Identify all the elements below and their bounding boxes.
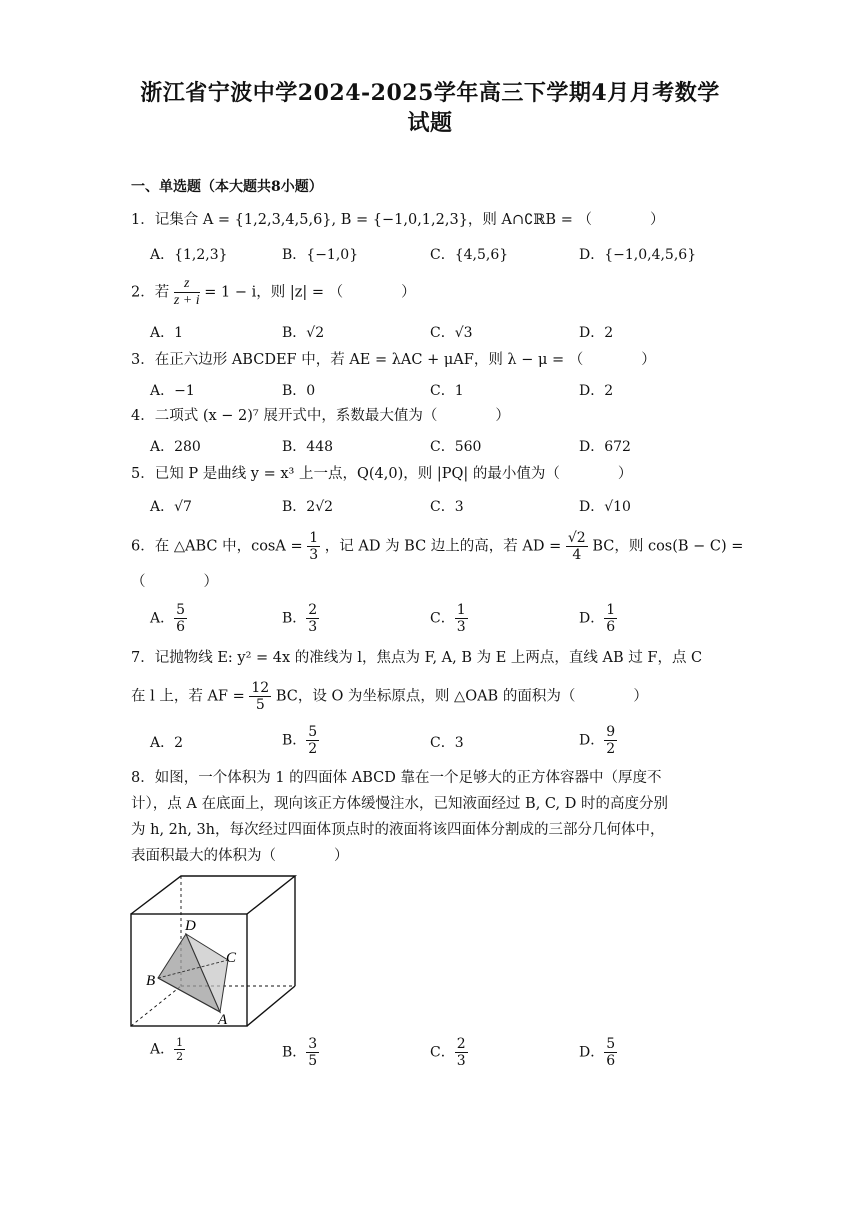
q6-f1-den: 3 xyxy=(309,547,319,563)
q8-option-c xyxy=(430,1036,468,1069)
q7-b-label: B． xyxy=(282,732,307,749)
q7-suffix: BC，设 O 为坐标原点，则 △OAB 的面积为（ ） xyxy=(275,688,648,705)
q8-c-den: 3 xyxy=(456,1053,466,1069)
q7-d-den: 2 xyxy=(606,741,616,757)
q6-c-num: 1 xyxy=(456,602,466,618)
q8-b-num: 3 xyxy=(308,1036,318,1052)
q7-option-b xyxy=(282,724,319,757)
q7-f-num: 12 xyxy=(251,680,270,696)
q4-option-d: D．672 xyxy=(579,439,631,455)
q2-suffix: = 1 − i，则 |z| = （ ） xyxy=(204,284,416,301)
q4-option-c: C．560 xyxy=(430,439,482,455)
q7-option-d xyxy=(579,724,617,757)
q8-d-label: D． xyxy=(579,1044,605,1061)
q7-fraction xyxy=(249,680,271,713)
q6-a-den: 6 xyxy=(176,619,186,635)
question-8-line2: 计），点 A 在底面上，现向该正方体缓慢注水，已知液面经过 B, C, D 时的高度分别 xyxy=(131,796,668,812)
label-b: B xyxy=(146,973,156,989)
q5-option-c: C．3 xyxy=(430,499,464,515)
q8-a-frac xyxy=(174,1036,185,1063)
q6-answer-blank: （ ） xyxy=(131,574,218,590)
q7-b-num: 5 xyxy=(308,724,318,740)
q8-option-d xyxy=(579,1036,617,1069)
q4-option-b: B．448 xyxy=(282,439,334,455)
q2-fraction xyxy=(174,276,200,309)
q8-option-b xyxy=(282,1036,319,1069)
question-6 xyxy=(131,530,743,563)
q6-fraction-2 xyxy=(566,530,588,563)
q6-b-frac xyxy=(306,602,319,635)
q6-a-frac xyxy=(174,602,187,635)
q7-b-frac xyxy=(306,724,319,757)
label-c: C xyxy=(226,950,237,966)
q6-option-d xyxy=(579,602,617,635)
q7-option-c: C．3 xyxy=(430,735,464,751)
question-4-text: 4．二项式 (x − 2)⁷ 展开式中，系数最大值为（ ） xyxy=(131,408,510,424)
q6-b-num: 2 xyxy=(308,602,318,618)
question-5-text: 5．已知 P 是曲线 y = x³ 上一点，Q(4,0)，则 |PQ| 的最小值为（ ） xyxy=(131,466,633,482)
q2-option-b: B．√2 xyxy=(282,325,325,341)
q6-b-den: 3 xyxy=(308,619,318,635)
q6-suffix: BC，则 cos(B − C) = xyxy=(592,538,744,555)
question-2 xyxy=(131,276,416,309)
cube-hidden-depth-edge xyxy=(131,986,181,1026)
q6-option-a xyxy=(150,602,187,635)
q7-b-den: 2 xyxy=(308,741,318,757)
question-3-text: 3．在正六边形 ABCDEF 中，若 AE = λAC + μAF，则 λ − μ = （ ） xyxy=(131,352,656,368)
q8-b-label: B． xyxy=(282,1044,307,1061)
label-a: A xyxy=(218,1012,228,1028)
q8-a-den: 2 xyxy=(176,1050,184,1063)
q1-option-d: D．{−1,0,4,5,6} xyxy=(579,247,697,263)
q7-d-label: D． xyxy=(579,732,605,749)
q4-option-a: A．280 xyxy=(150,439,201,455)
q8-c-frac xyxy=(455,1036,468,1069)
q8-a-label: A． xyxy=(150,1041,175,1058)
q6-a-label: A． xyxy=(150,610,175,627)
q8-d-den: 6 xyxy=(606,1053,616,1069)
q6-a-num: 5 xyxy=(176,602,186,618)
q6-f2-num: √2 xyxy=(567,530,586,546)
question-8-line1: 8．如图，一个体积为 1 的四面体 ABCD 靠在一个足够大的正方体容器中（厚度不 xyxy=(131,770,662,786)
q5-option-a: A．√7 xyxy=(150,499,192,515)
q6-b-label: B． xyxy=(282,610,307,627)
q2-fraction-num: z xyxy=(174,276,200,293)
q6-f2-den: 4 xyxy=(572,547,582,563)
q3-option-b: B．0 xyxy=(282,383,316,399)
q6-c-frac xyxy=(455,602,468,635)
q5-option-d: D．√10 xyxy=(579,499,631,515)
q7-prefix: 在 l 上，若 AF = xyxy=(131,688,245,705)
section-heading: 一、单选题（本大题共8小题） xyxy=(131,179,323,195)
q6-prefix: 6．在 △ABC 中，cosA = xyxy=(131,538,303,555)
q6-c-label: C． xyxy=(430,610,455,627)
q8-d-frac xyxy=(604,1036,617,1069)
q3-option-d: D．2 xyxy=(579,383,614,399)
q1-option-a: A．{1,2,3} xyxy=(150,247,228,263)
question-7-line2 xyxy=(131,680,648,713)
q2-option-d: D．2 xyxy=(579,325,614,341)
q2-option-c: C．√3 xyxy=(430,325,473,341)
q6-option-b xyxy=(282,602,319,635)
q6-d-frac xyxy=(604,602,617,635)
page-title-line1: 浙江省宁波中学2024-2025学年高三下学期4月月考数学 xyxy=(140,80,720,106)
q6-middle: ，记 AD 为 BC 边上的高，若 AD = xyxy=(324,538,562,555)
question-1-text: 1．记集合 A = {1,2,3,4,5,6}, B = {−1,0,1,2,3}，则 A∩∁ℝB = （ ） xyxy=(131,212,665,228)
q8-c-label: C． xyxy=(430,1044,455,1061)
q8-d-num: 5 xyxy=(606,1036,616,1052)
q6-fraction-1 xyxy=(307,530,320,563)
q7-d-frac xyxy=(604,724,617,757)
q7-f-den: 5 xyxy=(255,697,265,713)
question-8-line4: 表面积最大的体积为（ ） xyxy=(131,848,349,864)
q5-option-b: B．2√2 xyxy=(282,499,334,515)
q1-option-c: C．{4,5,6} xyxy=(430,247,509,263)
q6-option-c xyxy=(430,602,468,635)
q6-c-den: 3 xyxy=(456,619,466,635)
q3-option-c: C．1 xyxy=(430,383,464,399)
q2-prefix: 2．若 xyxy=(131,284,170,301)
cube-tetrahedron-figure xyxy=(128,872,298,1032)
cube-top-edges xyxy=(131,876,295,914)
q8-b-frac xyxy=(306,1036,319,1069)
q8-option-a xyxy=(150,1036,185,1063)
q2-option-a: A．1 xyxy=(150,325,184,341)
q8-b-den: 5 xyxy=(308,1053,318,1069)
label-d: D xyxy=(185,918,196,934)
q1-option-b: B．{−1,0} xyxy=(282,247,359,263)
page-title-line2: 试题 xyxy=(407,110,453,136)
q7-d-num: 9 xyxy=(606,724,616,740)
q6-d-num: 1 xyxy=(606,602,616,618)
q8-a-num: 1 xyxy=(176,1036,184,1049)
question-7-line1: 7．记抛物线 E: y² = 4x 的准线为 l，焦点为 F, A, B 为 E 上两点，直线 AB 过 F，点 C xyxy=(131,650,703,666)
q6-d-label: D． xyxy=(579,610,605,627)
q6-f1-num: 1 xyxy=(309,530,319,546)
q8-c-num: 2 xyxy=(456,1036,466,1052)
q7-option-a: A．2 xyxy=(150,735,184,751)
q3-option-a: A．−1 xyxy=(150,383,195,399)
q6-d-den: 6 xyxy=(606,619,616,635)
question-8-line3: 为 h, 2h, 3h，每次经过四面体顶点时的液面将该四面体分割成的三部分几何体中， xyxy=(131,822,665,838)
q2-fraction-den: z + i xyxy=(173,293,200,308)
cube-bottom-right-edge xyxy=(247,986,295,1026)
